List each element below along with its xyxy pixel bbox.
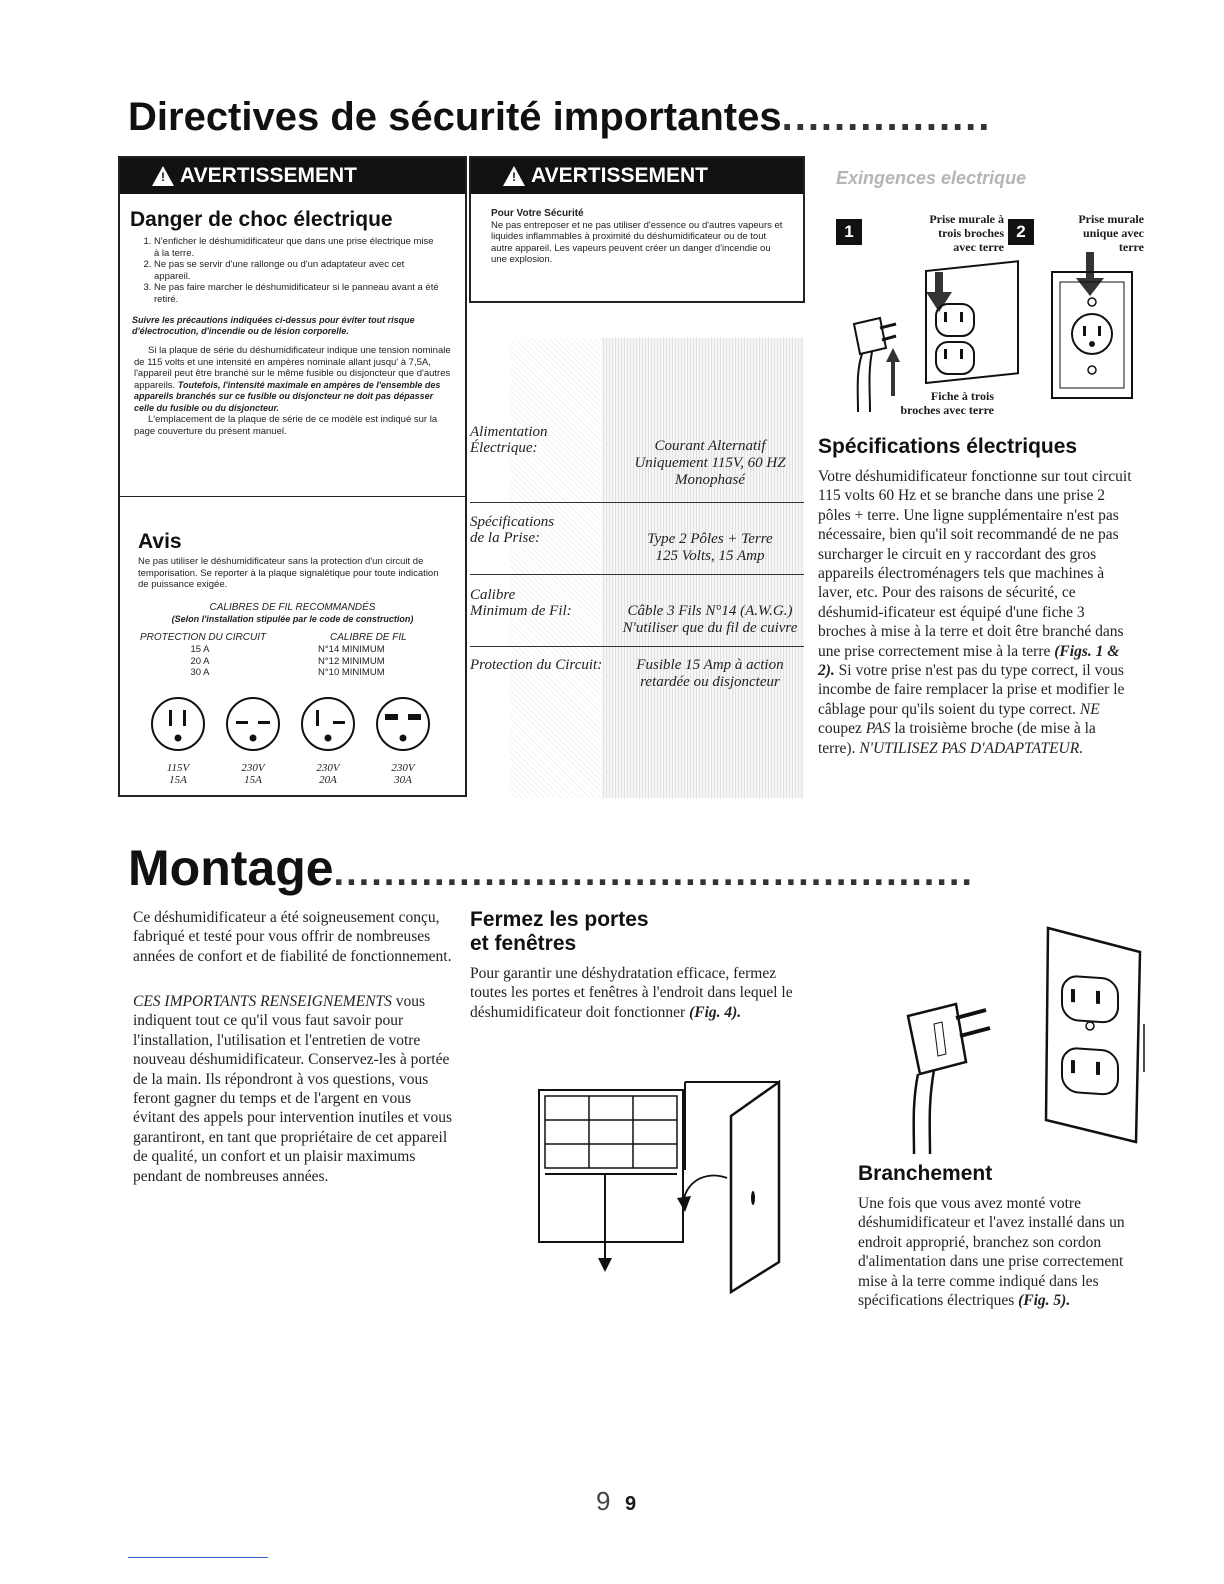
cell: 30 A [190, 667, 210, 678]
spec-val-2: retardée ou disjoncteur [640, 674, 780, 690]
spec-val-1: Fusible 15 Amp à action [636, 657, 784, 673]
doors-fig-ref: (Fig. 4). [689, 1003, 742, 1021]
spec-elec-figs: (Figs. 1 & 2). [818, 642, 1120, 680]
spec-elec-text-1: Votre déshumidificateur fonctionne sur tout circuit 115 volts 60 Hz et se branche dans une prise 2 pôles + terre. Une ligne supplémentaire n'est pas nécessaire, bien qu'il soit recommandé de ne pas surcharger le circuit en y raccordant des gros appareils électroménagers tels que machines à laver, etc. Pour des raisons de sécurité, ce déshumid-ificateur est équipé d'une fiche 3 broches à mise à la terre et doit être branché dans une prise correctement mise à la terre [818, 468, 1132, 660]
table-row [120, 644, 465, 656]
spec-elec-text-3: la troisième broche (de mise à la terre). [818, 720, 1096, 757]
outlet-amp: 15A [244, 774, 262, 786]
doors-text-body: Pour garantir une déshydratation efficace, fermez toutes les portes et fenêtres à l'endroit dans lequel le déshumidificateur doit fonctionner [470, 965, 793, 1021]
wire-col2-head: CALIBRE DE FIL [330, 632, 407, 643]
spec-val-2: Uniquement 115V, 60 HZ [634, 455, 786, 471]
outlet-volt: 230V [241, 762, 265, 774]
fig1-caption-line: Prise murale à [929, 212, 1004, 226]
fig2-caption [1050, 212, 1144, 254]
table-row [120, 667, 465, 679]
doors-heading [470, 908, 649, 956]
shock-item: 2. Ne pas se servir d'une rallonge ou d'un adaptateur avec cet appareil. [154, 259, 440, 282]
page-title-text: Directives de sécurité importantes [128, 95, 782, 139]
spec-divider [470, 502, 804, 503]
spec-val-2: N'utiliser que du fil de cuivre [622, 620, 798, 636]
outlet-amp: 20A [319, 774, 337, 786]
outlet-volt: 115V [166, 762, 190, 774]
outlet-230v-30a-icon [377, 698, 429, 750]
wire-table-title: CALIBRES DE FIL RECOMMANDÉS [209, 602, 376, 613]
spec-val-2: 125 Volts, 15 Amp [655, 548, 765, 564]
montage-title-text: Montage [128, 840, 334, 896]
safety-text: Ne pas entreposer et ne pas utiliser d'essence ou d'autres vapeurs et liquides inflammables à proximité du déshumidificateur ou de tout autre appareil. Les vapeurs peuvent créer un danger d'incendie ou une explosion. [491, 219, 783, 265]
page-title [128, 92, 1138, 142]
spec-label [470, 424, 548, 456]
spec-value [615, 657, 805, 691]
outlet-amp: 30A [394, 774, 412, 786]
spec-val-1: Courant Alternatif [654, 438, 766, 454]
fig1-caption-line: trois broches [938, 226, 1004, 240]
warning-bar-left [120, 158, 465, 194]
outlet-icons [148, 694, 448, 758]
montage-info [133, 992, 455, 1186]
warning-icon: ! [503, 166, 525, 186]
shock-item: 1. N'enficher le déshumidificateur que dans une prise électrique mise à la terre. [154, 236, 440, 259]
fig2-caption-line: unique avec [1082, 226, 1144, 240]
plug-caption [874, 389, 994, 417]
fig1-caption [880, 212, 1004, 254]
spec-val-1: Câble 3 Fils N°14 (A.W.G.) [627, 603, 793, 619]
para-location: L'emplacement de la plaque de série de ce modèle est indiqué sur la page couverture du présent manuel. [134, 414, 438, 437]
specs-shade-left [510, 338, 602, 798]
page-number [596, 1486, 636, 1517]
spec-label-2: Minimum de Fil: [470, 603, 572, 619]
warning-box-mid [469, 156, 805, 303]
cell: 15 A [190, 644, 210, 655]
doors-text [470, 964, 812, 1022]
montage-dots: ................................................... [333, 852, 974, 894]
electrical-heading: Exingences electrique [836, 168, 1027, 188]
spec-value [615, 438, 805, 489]
para-nameplate [134, 345, 451, 414]
page-number-a: 9 [596, 1486, 611, 1516]
wire-table-rows [120, 644, 465, 679]
montage-intro: Ce déshumidificateur a été soigneusement conçu, fabriqué et testé pour vous offrir de nombreuses années de confort et de fiabilité de fonctionnement. [133, 909, 452, 965]
plug-caption-line: Fiche à trois [930, 389, 994, 403]
caution-text: Suivre les précautions indiquées ci-dessus pour éviter tout risque d'électrocution, d'incendie ou de lésion corporelle. [132, 315, 415, 336]
montage-ces: CES IMPORTANTS RENSEIGNEMENTS [133, 993, 392, 1010]
fig1-caption-line: avec terre [953, 240, 1004, 254]
branch-text [858, 1194, 1144, 1310]
warning-bar-mid [471, 158, 803, 194]
spec-val-1: Type 2 Pôles + Terre [647, 531, 773, 547]
divider [120, 496, 465, 497]
fig2-caption-line: terre [1118, 240, 1144, 254]
fig1-badge: 1 [836, 219, 862, 245]
montage-ces-rest: vous indiquent tout ce qu'il vous faut savoir pour l'installation, l'utilisation et l'entretien de votre nouveau déshumidificateur. Conservez-les à portée de la main. Ils répondront à vos questions, vous feront gagner du temps et de l'argent en vous évitant des appels pour intervention inutiles et vous garantiront, en tant que propriétaire de cet appareil de qualité, un confort et un plaisir maximums pendant de nombreuses années. [133, 993, 452, 1185]
para-nameplate-text: Si la plaque de série du déshumidificateur indique une tension nominale de 115 volts et une intensité en ampères nominale allant jusqu' à 7,5A, l'appareil peut être branché sur le même fusible ou disjoncteur que d'autres appareils. [134, 345, 451, 391]
single-outlet-fig2-icon [1048, 252, 1138, 404]
outlet-amp: 15A [169, 774, 187, 786]
shock-list [140, 236, 440, 305]
footer-rule [128, 1557, 268, 1558]
spec-elec-heading: Spécifications électriques [818, 435, 1078, 458]
outlet-115v-15a-icon [152, 698, 204, 750]
spec-value [615, 603, 805, 637]
spec-label [470, 514, 554, 546]
spec-label-1: Calibre [470, 587, 516, 603]
specs-shade [600, 338, 804, 798]
wire-col1-head: PROTECTION DU CIRCUIT [140, 632, 267, 643]
avis-heading: Avis [138, 530, 182, 553]
spec-divider [470, 646, 804, 647]
branch-text-body: Une fois que vous avez monté votre déshumidificateur et l'avez installé dans un endroit approprié, branchez son cordon d'alimentation dans une prise correctement mise à la terre comme indiqué dans les spécifications électriques [858, 1195, 1125, 1310]
branch-heading: Branchement [858, 1162, 993, 1185]
safety-heading: Pour Votre Sécurité [491, 208, 584, 219]
cell: 20 A [190, 655, 210, 667]
plug-outlet-fig1-icon [840, 252, 1020, 412]
spec-label [470, 657, 602, 673]
doors-heading-line: et fenêtres [470, 932, 577, 955]
branch-fig-ref: (Fig. 5). [1018, 1292, 1071, 1310]
spec-elec-coupez: coupez [818, 720, 862, 738]
spec-elec-pas: PAS [865, 720, 891, 738]
warning-bar-label: AVERTISSEMENT [180, 164, 357, 187]
spec-elec-text [818, 467, 1136, 758]
shock-item: 3. Ne pas faire marcher le déshumidificateur si le panneau avant a été retiré. [154, 282, 440, 305]
fig2-badge: 2 [1008, 219, 1034, 245]
outlet-230v-15a-icon [227, 698, 279, 750]
spec-value [615, 531, 805, 565]
outlet-volt: 230V [316, 762, 340, 774]
spec-label-1: Alimentation [470, 424, 548, 440]
spec-label-2: Électrique: [470, 440, 538, 456]
cell: N°14 MINIMUM [318, 644, 385, 655]
plug-caption-line: broches avec terre [900, 403, 994, 417]
spec-elec-text-2: Si votre prise n'est pas du type correct, il vous incombe de faire remplacer la prise et modifier le câblage pour qu'ils soient du type correct. [818, 662, 1125, 718]
window-door-fig4-icon [535, 1078, 795, 1296]
warning-icon: ! [152, 166, 174, 186]
outlet-volt: 230V [391, 762, 415, 774]
title-dots: ................ [781, 95, 992, 139]
shock-heading: Danger de choc électrique [130, 208, 393, 231]
warning-box-left [118, 156, 467, 797]
doors-heading-line: Fermez les portes [470, 908, 649, 931]
wire-table-sub: (Selon l'installation stipulée par le code de construction) [171, 614, 414, 624]
spec-val-3: Monophasé [675, 472, 745, 488]
spec-elec-ne: NE [1079, 700, 1100, 718]
outlet-230v-20a-icon [302, 698, 354, 750]
cell: N°10 MINIMUM [318, 667, 385, 678]
spec-elec-noadapt: N'UTILISEZ PAS D'ADAPTATEUR. [859, 739, 1084, 757]
spec-divider [470, 574, 804, 575]
warning-bar-label: AVERTISSEMENT [531, 164, 708, 187]
spec-label-1: Protection du Circuit: [470, 657, 603, 673]
avis-text: Ne pas utiliser le déshumidificateur sans la protection d'un circuit de temporisation. Se reporter à la plaque signalétique pour toute indication de puissance exigée. [138, 556, 439, 590]
spec-label-2: de la Prise: [470, 530, 540, 546]
table-row [120, 656, 465, 668]
page-number-b: 9 [624, 1493, 637, 1515]
plug-outlet-fig5-icon [900, 924, 1145, 1154]
montage-title [128, 838, 1138, 903]
spec-label [470, 587, 572, 619]
spec-label-1: Spécifications [470, 514, 555, 530]
para-nameplate-ital: Toutefois, l'intensité maximale en ampères de l'ensemble des appareils branchés sur ce fusible ou disjoncteur ne doit pas dépasser celle du fusible ou du disjoncteur. [134, 379, 441, 413]
cell: N°12 MINIMUM [318, 655, 385, 667]
fig2-caption-line: Prise murale [1078, 212, 1144, 226]
